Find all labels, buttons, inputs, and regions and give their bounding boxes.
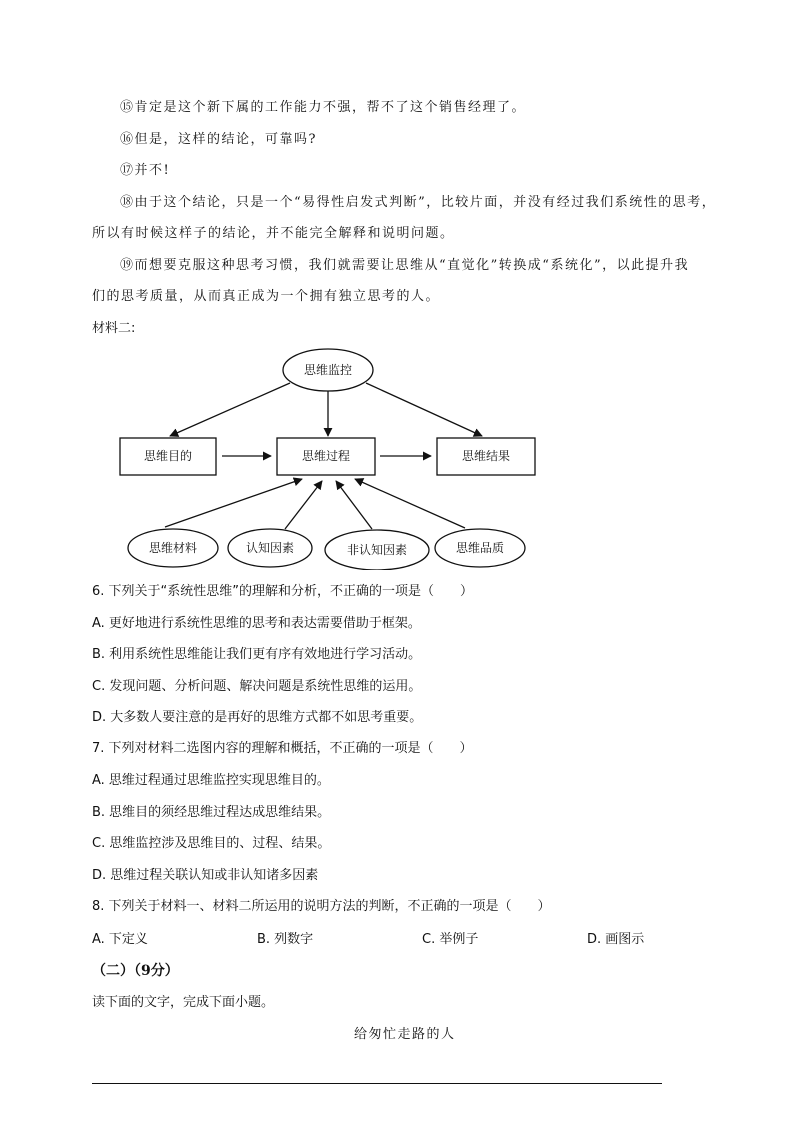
result-label: 思维结果 — [461, 449, 511, 463]
question-7-option-d: D. 思维过程关联认知或非认知诸多因素 — [92, 868, 319, 883]
section-two-heading: （二）（9分） — [92, 963, 179, 979]
question-6-option-b: B. 利用系统性思维能让我们更有序有效地进行学习活动。 — [92, 647, 422, 662]
paragraph-18-line-1: ⑱由于这个结论，只是一个“易得性启发式判断”，比较片面，并没有经过我们系统性的思考， — [120, 195, 717, 210]
material-label: 思维材料 — [148, 541, 198, 555]
arrow-monitor-result — [366, 383, 482, 436]
thinking-diagram — [110, 345, 550, 570]
arrow-quality-process — [355, 479, 465, 528]
question-8-option-c: C. 举例子 — [422, 932, 479, 947]
goal-label: 思维目的 — [143, 449, 193, 463]
arrow-material-process — [165, 479, 302, 527]
question-6-option-c: C. 发现问题、分析问题、解决问题是系统性思维的运用。 — [92, 679, 422, 694]
question-8-option-a: A. 下定义 — [92, 932, 148, 947]
arrow-noncognitive-process — [336, 481, 372, 529]
monitor-label: 思维监控 — [303, 363, 353, 377]
section-two-instruction: 读下面的文字，完成下面小题。 — [92, 995, 275, 1010]
paragraph-17: ⑰并不! — [120, 163, 171, 178]
material-two-label: 材料二: — [92, 321, 136, 336]
question-8-stem: 8. 下列关于材料一、材料二所运用的说明方法的判断，不正确的一项是（ ） — [92, 899, 551, 914]
question-7-stem: 7. 下列对材料二选图内容的理解和概括，不正确的一项是（ ） — [92, 741, 473, 756]
paragraph-18-line-2: 所以有时候这样子的结论，并不能完全解释和说明问题。 — [92, 226, 455, 241]
footer-rule — [92, 1083, 662, 1084]
paragraph-19-line-1: ⑲而想要克服这种思考习惯，我们就需要让思维从“直觉化”转换成“系统化”，以此提升我 — [120, 258, 690, 273]
question-6-option-d: D. 大多数人要注意的是再好的思维方式都不如思考重要。 — [92, 710, 423, 725]
quality-label: 思维品质 — [455, 541, 505, 555]
paragraph-15: ⑮肯定是这个新下属的工作能力不强，帮不了这个销售经理了。 — [120, 100, 527, 115]
question-7-option-a: A. 思维过程通过思维监控实现思维目的。 — [92, 773, 330, 788]
noncognitive-label: 非认知因素 — [346, 543, 408, 557]
passage-title: 给匆忙走路的人 — [354, 1027, 456, 1042]
arrow-cognitive-process — [285, 481, 322, 529]
arrow-monitor-goal — [170, 383, 290, 436]
process-label: 思维过程 — [301, 449, 351, 463]
question-7-option-c: C. 思维监控涉及思维目的、过程、结果。 — [92, 836, 331, 851]
question-8-option-d: D. 画图示 — [587, 932, 645, 947]
question-8-option-b: B. 列数字 — [257, 932, 314, 947]
paragraph-19-line-2: 们的思考质量，从而真正成为一个拥有独立思考的人。 — [92, 289, 441, 304]
cognitive-label: 认知因素 — [245, 541, 295, 555]
question-7-option-b: B. 思维目的须经思维过程达成思维结果。 — [92, 805, 331, 820]
question-6-option-a: A. 更好地进行系统性思维的思考和表达需要借助于框架。 — [92, 616, 421, 631]
paragraph-16: ⑯但是，这样的结论，可靠吗? — [120, 132, 317, 147]
question-6-stem: 6. 下列关于“系统性思维”的理解和分析，不正确的一项是（ ） — [92, 584, 474, 599]
